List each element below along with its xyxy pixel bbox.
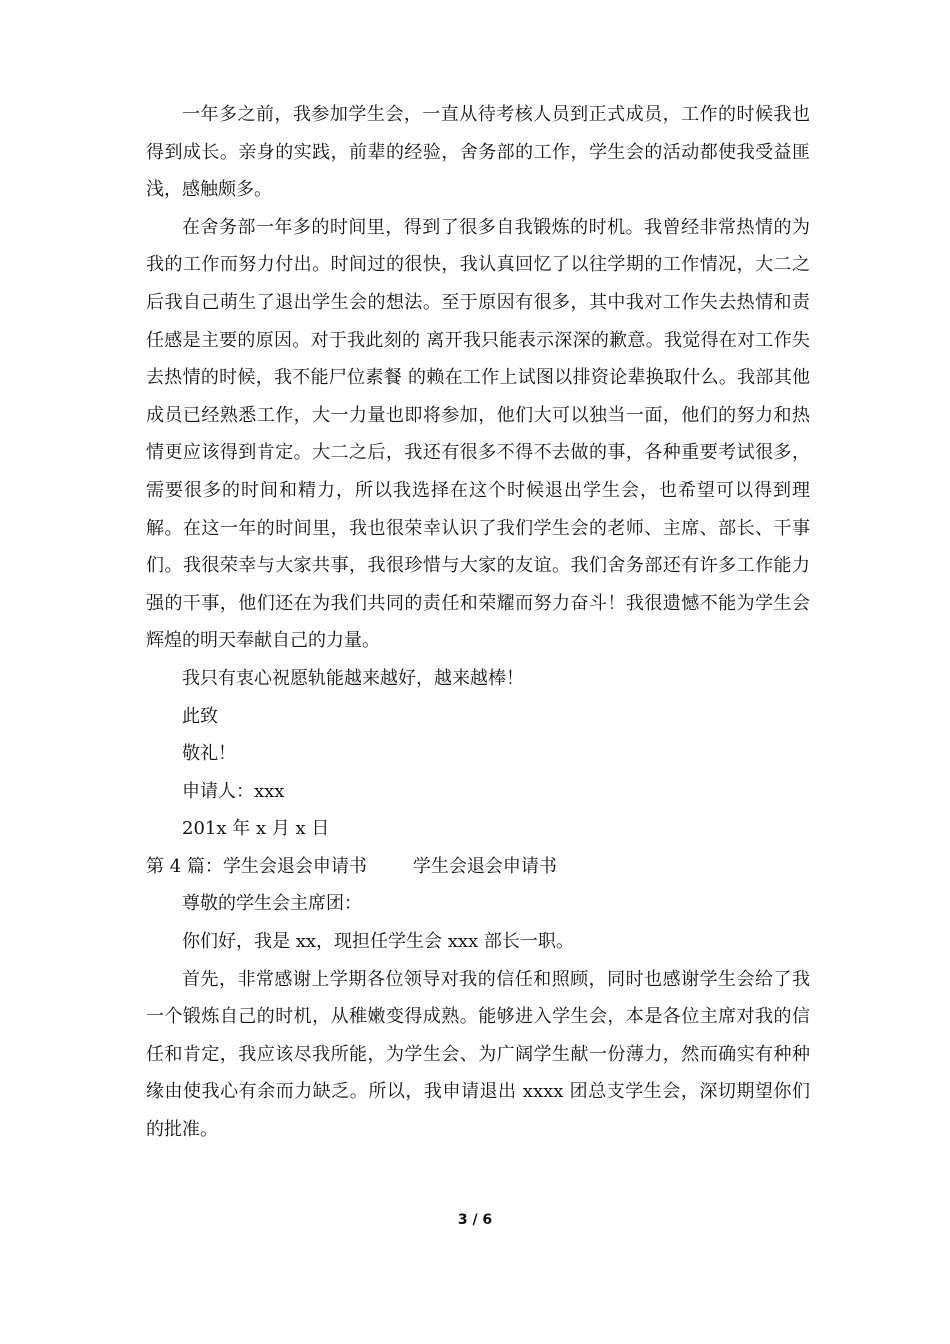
closing-line-1: 此致 [182,705,218,727]
section-heading-number: 第 4 篇：学生会退会申请书 [146,855,367,877]
section-heading [146,848,810,886]
paragraph-intro: 一年多之前，我参加学生会，一直从待考核人员到正式成员，工作的时候我也得到成长。亲身的实践，前辈的经验，舍务部的工作，学生会的活动都使我受益匪浅，感触颇多。 [146,104,810,201]
date-line: 201x 年 x 月 x 日 [182,818,330,840]
section-heading-title: 学生会退会申请书 [412,855,557,877]
document-body [146,96,810,1149]
page-number: 3 / 6 [457,1212,493,1228]
paragraph-reasons: 在舍务部一年多的时间里，得到了很多自我锻炼的时机。我曾经非常热情的为我的工作而努力付出。时间过的很快，我认真回忆了以往学期的工作情况，大二之后我自己萌生了退出学生会的想法。至于原因有很多，其中我对工作失去热情和责任感是主要的原因。对于我此刻的 离开我只能表示深深的歉意。我觉得在对工作失去热情的时候，我不能尸位素餐 的赖在工作上试图以排资论辈换取什么。我部其他成员已经熟悉工作，大一力量也即将参加，他们大可以独当一面，他们的努力和热情更应该得到肯定。大二之后，我还有很多不得不去做的事，各种重要考试很多，需要很多的时间和精力，所以我选择在这个时候退出学生会，也希望可以得到理解。在这一年的时间里，我也很荣幸认识了我们学生会的老师、主席、部长、干事们。我很荣幸与大家共事，我很珍惜与大家的友谊。我们舍务部还有许多工作能力强的干事，他们还在为我们共同的责任和荣耀而努力奋斗！我很遗憾不能为学生会辉煌的明天奉献自己的力量。 [146,216,810,652]
greeting-line: 你们好，我是 xx，现担任学生会 xxx 部长一职。 [182,931,574,953]
paragraph-request: 首先，非常感谢上学期各位领导对我的信任和照顾，同时也感谢学生会给了我一个锻炼自己的时机，从稚嫩变得成熟。能够进入学生会，本是各位主席对我的信任和肯定，我应该尽我所能，为学生会、为广阔学生献一份薄力，然而确实有种种缘由使我心有余而力缺乏。所以，我申请退出 xxxx 团总支学生会，深切期望你们的批准。 [146,968,810,1141]
wish-line: 我只有衷心祝愿轨能越来越好，越来越棒！ [182,667,524,689]
applicant-line: 申请人：xxx [182,780,285,802]
salutation-line: 尊敬的学生会主席团： [182,893,362,915]
closing-line-2: 敬礼！ [182,743,236,765]
